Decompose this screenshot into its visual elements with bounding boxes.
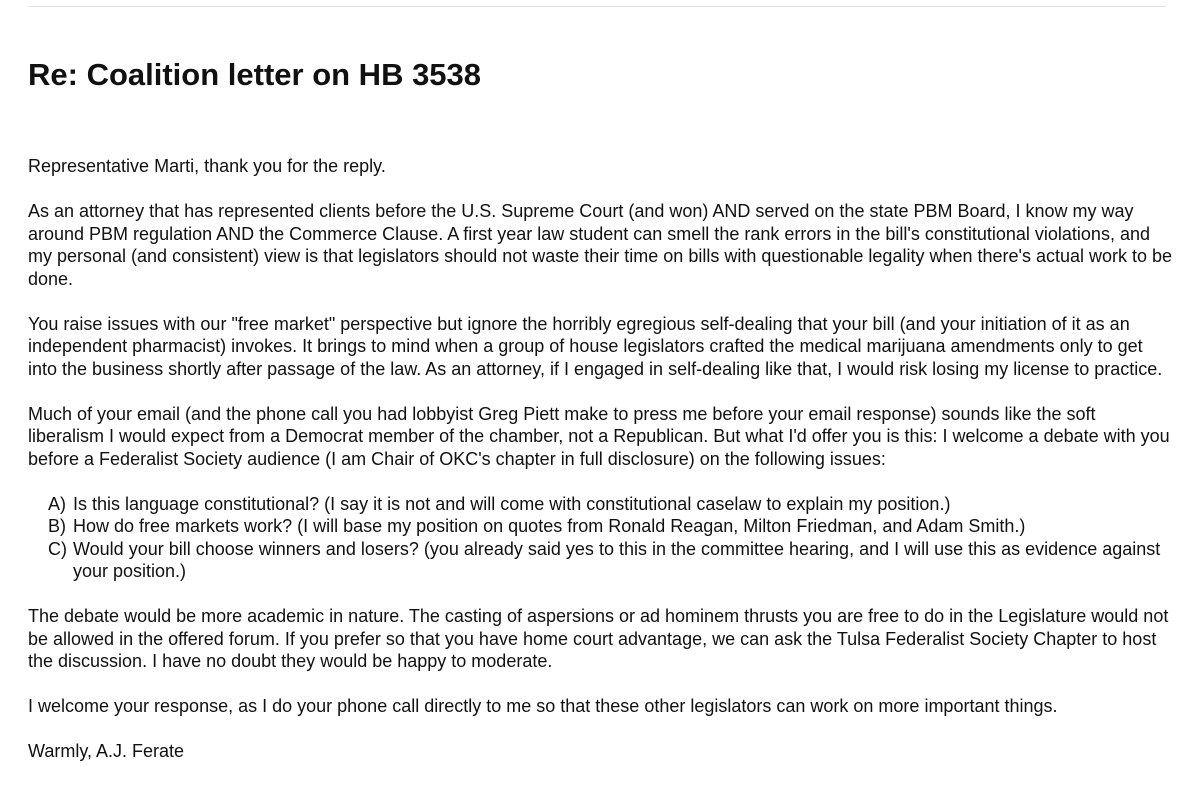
- list-item-text: Is this language constitutional? (I say it is not and will come with constitutional caselaw to explain my position.): [73, 493, 951, 514]
- list-item-text: How do free markets work? (I will base my position on quotes from Ronald Reagan, Milton Friedman, and Adam Smith.): [73, 516, 1026, 536]
- debate-issues-list: [28, 493, 1173, 583]
- list-item-text: Would your bill choose winners and losers? (you already said yes to this in the committee hearing, and I will use this as evidence against your position.): [73, 538, 1161, 581]
- list-marker: A): [48, 493, 66, 514]
- top-divider: [28, 6, 1166, 7]
- list-marker: C): [48, 538, 67, 559]
- email-subject: Re: Coalition letter on HB 3538: [28, 57, 482, 92]
- email-greeting: Representative Marti, thank you for the reply.: [28, 156, 386, 176]
- list-item: [28, 538, 1173, 583]
- email-paragraph: I welcome your response, as I do your phone call directly to me so that these other legislators can work on more important things.: [28, 696, 1058, 716]
- email-paragraph: The debate would be more academic in nature. The casting of aspersions or ad hominem thrusts you are free to do in the Legislature would not be allowed in the offered forum. If you prefer so that you have home court advantage, we can ask the Tulsa Federalist Society Chapter to host the discussion. I have no doubt they would be happy to moderate.: [28, 606, 1169, 671]
- email-body: [28, 155, 1173, 785]
- email-paragraph: Much of your email (and the phone call you had lobbyist Greg Piett make to press me before your email response) sounds like the soft liberalism I would expect from a Democrat member of the chamber, not a Republican. But what I'd offer you is this: I welcome a debate with you before a Federalist Society audience (I am Chair of OKC's chapter in full disclosure) on the following issues:: [28, 403, 1170, 469]
- list-item: [28, 515, 1173, 538]
- list-marker: B): [48, 516, 66, 536]
- email-paragraph: You raise issues with our "free market" perspective but ignore the horribly egregious self-dealing that your bill (and your initiation of it as an independent pharmacist) invokes. It brings to mind when a group of house legislators crafted the medical marijuana amendments only to get into the business shortly after passage of the law. As an attorney, if I engaged in self-dealing like that, I would risk losing my license to practice.: [28, 313, 1163, 379]
- list-item: [28, 493, 1173, 516]
- email-signature: Warmly, A.J. Ferate: [28, 741, 185, 761]
- email-paragraph: As an attorney that has represented clients before the U.S. Supreme Court (and won) AND served on the state PBM Board, I know my way around PBM regulation AND the Commerce Clause. A first year law student can smell the rank errors in the bill's constitutional violations, and my personal (and consistent) view is that legislators should not waste their time on bills with questionable legality when there's actual work to be done.: [28, 201, 1173, 289]
